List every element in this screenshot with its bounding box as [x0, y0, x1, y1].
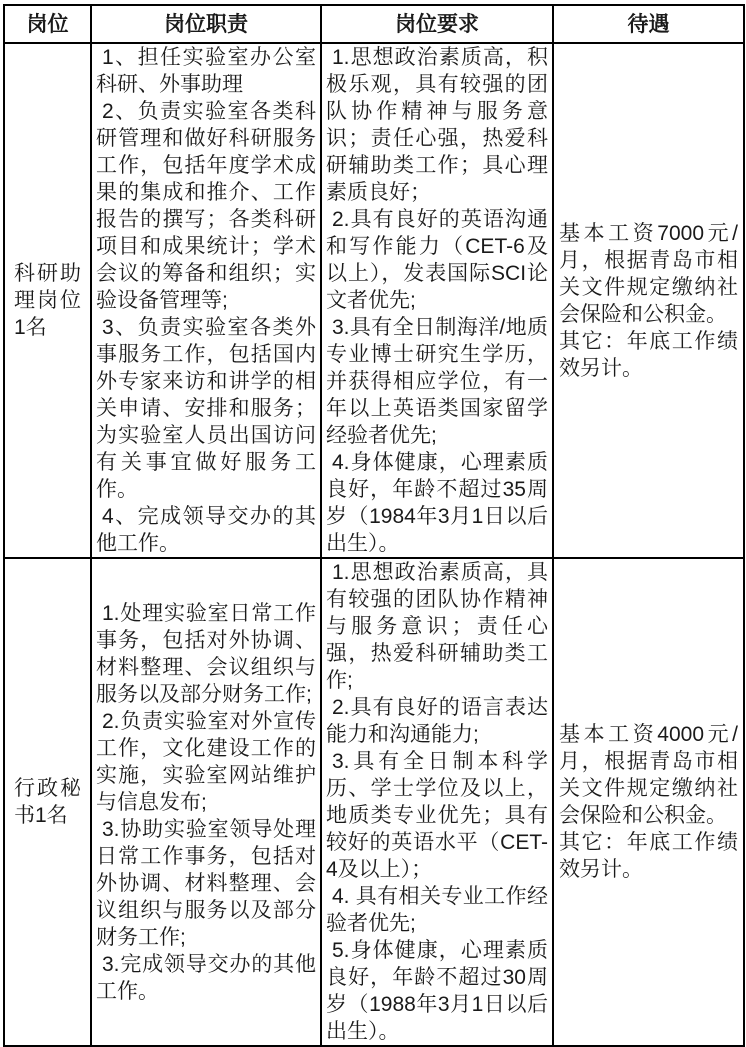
- header-position: 岗位: [4, 5, 91, 43]
- position-label: 行政秘书1名: [14, 777, 81, 827]
- duty-item: 2.负责实验室对外宣传工作，文化建设工作的实施，实验室网站维护与信息发布;: [96, 709, 316, 814]
- header-row: [4, 5, 744, 43]
- header-compensation: 待遇: [553, 5, 744, 43]
- compensation-item: 基本工资7000元/月，根据青岛市相关文件规定缴纳社会保险和公积金。: [559, 221, 738, 326]
- duty-item: 1.处理实验室日常工作事务，包括对外协调、材料整理、会议组织与服务以及部分财务工作;: [96, 601, 316, 706]
- header-requirements: 岗位要求: [321, 5, 553, 43]
- requirement-item: 1.思想政治素质高，具有较强的团队协作精神与服务意识；责任心强，热爱科研辅助类工作;: [326, 561, 548, 692]
- position-label: 科研助理岗位1名: [14, 262, 81, 339]
- requirement-item: 3.具有全日制海洋/地质专业博士研究生学历，并获得相应学位，有一年以上英语类国家留学经验者优先;: [326, 316, 548, 447]
- duty-item: 3.完成领导交办的其他工作。: [96, 952, 316, 1003]
- duty-item: 3.协助实验室领导处理日常工作事务，包括对外协调、材料整理、会议组织与服务以及部分财务工作;: [96, 817, 316, 949]
- compensation-cell: [553, 43, 744, 558]
- requirement-item: 2.具有良好的英语沟通和写作能力（CET-6及以上），发表国际SCI论文者优先;: [326, 208, 548, 312]
- requirement-item: 5.身体健康，心理素质良好，年龄不超过30周岁（1988年3月1日以后出生）。: [326, 939, 548, 1043]
- table-row-admin-secretary: [4, 558, 744, 1046]
- requirement-item: 3.具有全日制本科学历、学士学位及以上，地质类专业优先；具有较好的英语水平（CET-4及以上）；: [326, 750, 548, 881]
- job-postings-table: [3, 4, 745, 1047]
- position-cell: [4, 558, 91, 1046]
- requirement-item: 1.思想政治素质高，积极乐观，具有较强的团队协作精神与服务意识；责任心强，热爱科研辅助类工作；具心理素质良好；: [326, 46, 548, 204]
- requirements-cell: [321, 43, 553, 558]
- compensation-item: 基本工资4000元/月，根据青岛市相关文件规定缴纳社会保险和公积金。: [559, 723, 738, 827]
- duties-cell: [91, 43, 321, 558]
- compensation-item: 其它：年底工作绩效另计。: [559, 329, 738, 380]
- duty-item: 1、担任实验室办公室科研、外事助理: [96, 46, 316, 96]
- duties-cell: [91, 558, 321, 1046]
- requirement-item: 2.具有良好的语言表达能力和沟通能力;: [326, 696, 548, 746]
- compensation-item: 其它：年底工作绩效另计。: [559, 831, 738, 881]
- duty-item: 4、完成领导交办的其他工作。: [96, 505, 316, 555]
- header-duties: 岗位职责: [91, 5, 321, 43]
- requirement-item: 4. 具有相关专业工作经验者优先;: [326, 885, 548, 935]
- position-cell: [4, 43, 91, 558]
- requirements-cell: [321, 558, 553, 1046]
- duty-item: 3、负责实验室各类外事服务工作，包括国内外专家来访和讲学的相关申请、安排和服务；为实验室人员出国访问有关事宜做好服务工作。: [96, 316, 316, 501]
- requirement-item: 4.身体健康，心理素质良好，年龄不超过35周岁（1984年3月1日以后出生）。: [326, 451, 548, 555]
- compensation-cell: [553, 558, 744, 1046]
- table-row-research-assistant: [4, 43, 744, 558]
- duty-item: 2、负责实验室各类科研管理和做好科研服务工作，包括年度学术成果的集成和推介、工作报告的撰写；各类科研项目和成果统计；学术会议的筹备和组织；实验设备管理等;: [96, 100, 316, 312]
